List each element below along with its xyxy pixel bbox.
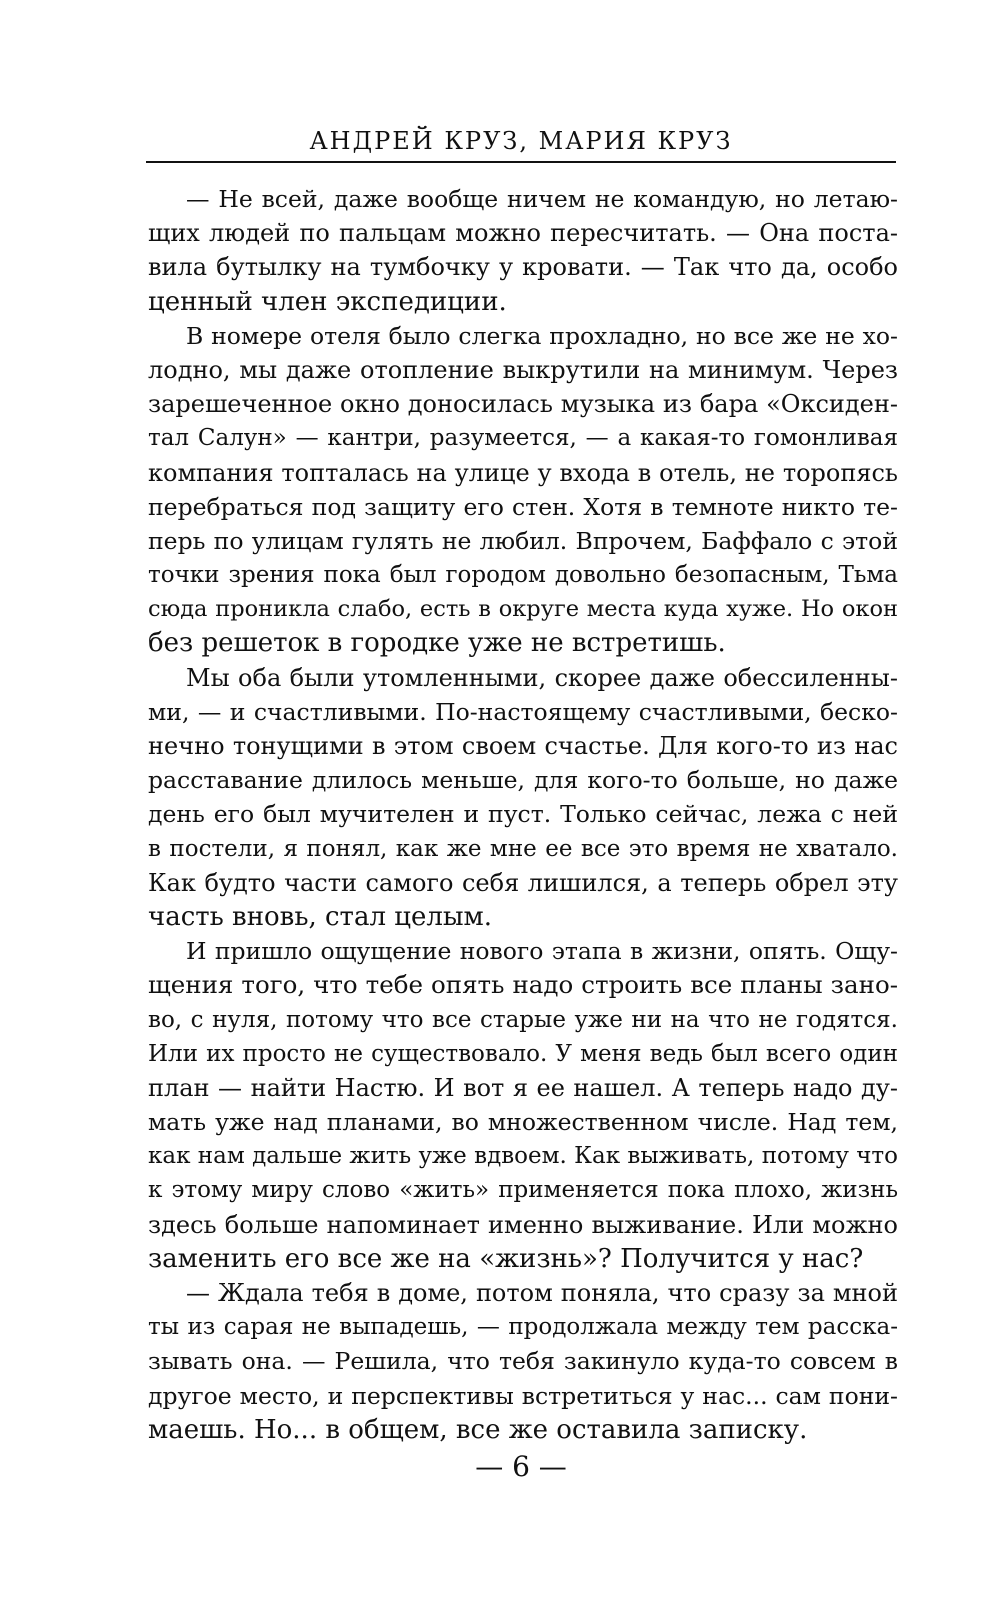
text-line: ми, — и счастливыми. По-настоящему счастливыми, беско- — [148, 697, 898, 726]
text-line: как нам дальше жить уже вдвоем. Как выживать, потому что — [148, 1143, 898, 1170]
text-line: зывать она. — Решила, что тебя закинуло куда-то совсем в — [148, 1347, 898, 1376]
text-line: — Не всей, даже вообще ничем не командую, но летаю- — [186, 185, 898, 213]
text-line: Мы оба были утомленными, скорее даже обессиленны- — [186, 663, 898, 692]
text-line: план — найти Настю. И вот я ее нашел. А теперь надо ду- — [148, 1073, 898, 1102]
body-text — [148, 182, 898, 1447]
text-line: зарешеченное окно доносилась музыка из бара «Оксиден- — [148, 390, 898, 419]
text-line: сюда проникла слабо, есть в округе места куда хуже. Но окон — [148, 596, 898, 623]
text-line: к этому миру слово «жить» применяется пока плохо, жизнь — [148, 1177, 898, 1204]
text-line: во, с нуля, потому что все старые уже ни на что не годятся. — [148, 1006, 898, 1033]
page-number: — 6 — — [475, 1450, 567, 1483]
text-line: мать уже над планами, во множественном числе. Над тем, — [148, 1108, 898, 1137]
text-line: часть вновь, стал целым. — [148, 901, 493, 932]
text-line: компания топталась на улице у входа в отель, не торопясь — [148, 458, 898, 487]
text-line: тал Салун» — кантри, разумеется, — а какая-то гомонливая — [148, 425, 898, 452]
text-line: нечно тонущими в этом своем счастье. Для кого-то из нас — [148, 732, 898, 760]
text-line: в постели, я понял, как же мне ее все это время не хватало. — [148, 835, 898, 862]
text-line: щения того, что тебе опять надо строить все планы зано- — [148, 970, 898, 1000]
text-line: вила бутылку на тумбочку у кровати. — Так что да, особо — [148, 253, 898, 282]
text-line: точки зрения пока был городом довольно безопасным, Тьма — [148, 562, 898, 589]
text-line: ценный член экспедиции. — [148, 286, 507, 317]
text-line: заменить его все же на «жизнь»? Получится у нас? — [148, 1243, 864, 1274]
text-line: расставание длилось меньше, для кого-то больше, но даже — [148, 766, 898, 795]
text-line: перь по улицам гулять не любил. Впрочем, Баффало с этой — [148, 526, 898, 555]
text-line: маешь. Но... в общем, все же оставила записку. — [148, 1414, 808, 1445]
header-rule — [146, 161, 896, 163]
text-line: И пришло ощущение нового этапа в жизни, опять. Ощу- — [186, 937, 898, 966]
text-line: — Ждала тебя в доме, потом поняла, что сразу за мной — [186, 1279, 898, 1307]
text-line: перебраться под защиту его стен. Хотя в темноте никто те- — [148, 492, 898, 521]
text-line: щих людей по пальцам можно пересчитать. — Она поста- — [148, 219, 898, 248]
text-line: другое место, и перспективы встретиться у нас... сам пони- — [148, 1381, 898, 1410]
text-line: день его был мучителен и пуст. Только сейчас, лежа с ней — [148, 800, 898, 829]
text-line: без решеток в городке уже не встретишь. — [148, 628, 726, 659]
text-line: В номере отеля было слегка прохладно, но все же не хо- — [186, 321, 898, 350]
text-line: лодно, мы даже отопление выкрутили на минимум. Через — [148, 355, 898, 384]
text-line: здесь больше напоминает именно выживание. Или можно — [148, 1210, 898, 1239]
text-line: Как будто части самого себя лишился, а теперь обрел эту — [148, 868, 898, 897]
text-line: Или их просто не существовало. У меня ведь был всего один — [148, 1040, 898, 1067]
running-header: АНДРЕЙ КРУЗ, МАРИЯ КРУЗ — [309, 127, 733, 155]
text-line: ты из сарая не выпадешь, — продолжала между тем расска- — [148, 1314, 898, 1341]
